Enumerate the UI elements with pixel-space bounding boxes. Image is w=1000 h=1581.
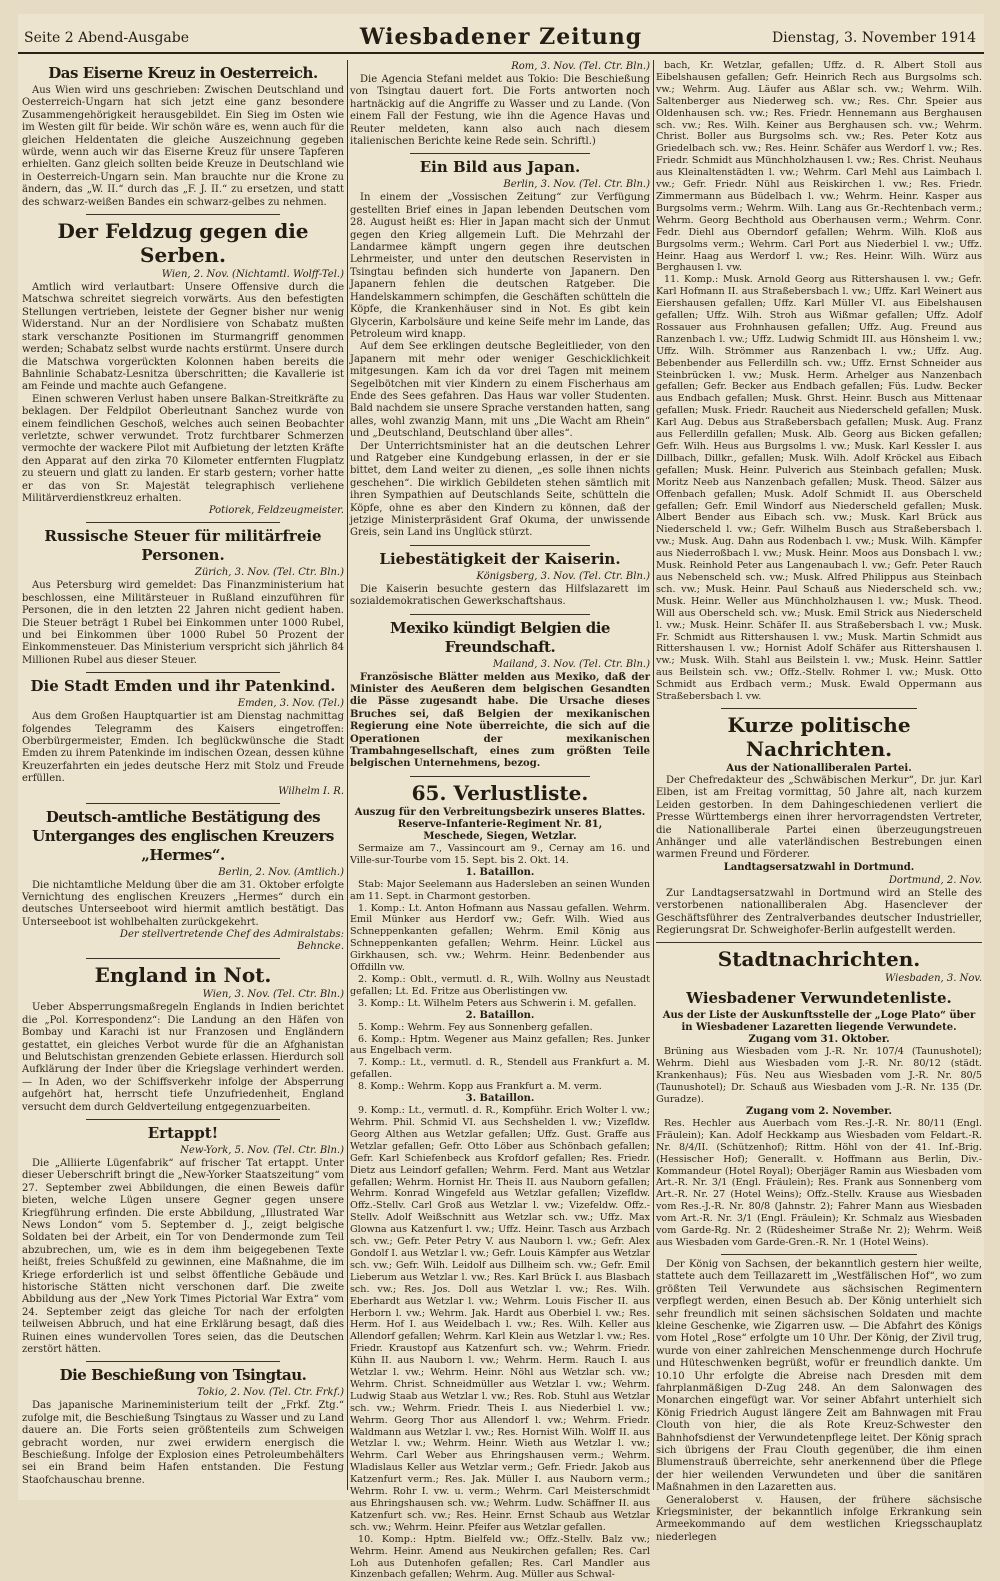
list-text: 5. Komp.: Wehrm. Fey aus Sonnenberg gefallen. bbox=[358, 1021, 593, 1033]
list-text: Brüning aus Wiesbaden vom J.-R. Nr. 107/4 (Taunushotel); Wehrm. Diehl aus Wiesbaden vom J.-R. Nr. 80/12 (städt. Krankenhaus); Füs. Neu aus Wiesbaden vom J.-R. Nr. 80/5 (Taunushotel); Dr. Schauß aus Wiesbaden vom J.-R. Nr. 135 (Dr. Guradze). bbox=[656, 1046, 982, 1106]
masthead bbox=[18, 14, 984, 54]
list-text: Stab: Major Seelemann aus Hadersleben an seinen Wunden am 11. Sept. in Charmont gestorben. bbox=[350, 878, 651, 902]
article-text: Ueber Absperrungsmaßregeln Englands in Indien berichtet die „Pol. Korrespondenz“: Die Landung an den Häfen von Bombay und Karachi ist nur Franzosen und Engländern gestattet, ein gleiches Verbot wurde für die an Afghanistan und Belutschistan grenzenden Gebiete erlassen. Hierdurch soll Aufklärung der Inder über die Kriegslage verhindert werden. — In Aden, wo der Schiffsverkehr infolge der Absperrung aufgehört hat, herrscht tiefe Unzufriedenheit, England versucht dem durch Geldverteilung entgegenzuarbeiten. bbox=[22, 1002, 344, 1113]
article-title: Der Feldzug gegen die Serben. bbox=[57, 219, 309, 268]
dateline: Berlin, 3. Nov. (Tel. Ctr. Bln.) bbox=[503, 179, 650, 191]
article-title: Das Eiserne Kreuz in Oesterreich. bbox=[48, 64, 318, 82]
list-text: 10. Komp.: Hptm. Bielfeld vw.; Offz.-Stellv. Balz vw.; Wehrm. Heinr. Amend aus Neukirchen gefallen; Res. Carl Loh aus Dutenhofen gefallen; Res. Carl Mandler aus Kinzenbach gefallen; Wehrm. Aug. Müller aus Schwal- bbox=[350, 1533, 650, 1581]
divider bbox=[410, 153, 590, 154]
divider bbox=[410, 776, 590, 777]
list-text: 6. Komp.: Hptm. Wegener aus Mainz gefallen; Res. Junker aus Engelbach verm. bbox=[350, 1033, 650, 1057]
dateline: Zürich, 3. Nov. (Tel. Ctr. Bln.) bbox=[194, 567, 344, 579]
divider bbox=[410, 545, 590, 546]
article-title: Russische Steuer für militärfreie Personen. bbox=[44, 527, 322, 565]
column-3 bbox=[656, 60, 982, 1543]
article-text: Der König von Sachsen, der bekanntlich gestern hier weilte, stattete auch dem Teillazarett im „Westfälischen Hof“, wo zum größten Teil Verwundete aus sächsischen Regimentern verpflegt werden, einen Besuch ab. Der König unterhielt sich sehr freundlich mit seinen sächsischen Soldaten und machte kleine Geschenke, wie Zigarren usw. — Die Abfahrt des Königs vom Hotel „Rose“ erfolgte um 10 Uhr. Der König, der Zivil trug, wurde von einer zahlreichen Menschenmenge durch Hochrufe und Hüteschwenken begrüßt, wofür er freundlich dankte. Um 10.10 Uhr erfolgte die Abreise nach Dresden mit dem fahrplanmäßigen D-Zug 248. An dem Salonwagen des Monarchen eingefügt war. Vor seiner Abfahrt unterhielt sich König Friedrich August längere Zeit am Bahnwagen mit Frau Clouth von hier, die als Rote Kreuz-Schwester den Bahnhofsdienst der Verwundetenpflege leitet. Der König sprach sich übrigens der Frau Clouth gegenüber, die ihm einen Blumenstrauß überreichte, sehr anerkennend über die Pflege der hier weilenden Verwundeten und über die sanitären Maßnahmen in den Lazaretten aus. bbox=[656, 1258, 982, 1494]
article-text: Die „Alliierte Lügenfabrik“ auf frischer Tat ertappt. Unter dieser Ueberschrift bringt die „New-Yorker Staatszeitung“ vom 27. September zwei Abbildungen, die einen Beweis dafür bieten, welche Lügen unsere Gegner gegen unsere Kriegführung erfinden. Die erste Abbildung, „Illustrated War News London“ vom 5. September d. J., zeigt belgische Soldaten bei der Arbeit, ein Tor von Dendermonde zum Teil abzubrechen, um, wie es in dem ihm beigegebenen Texte heißt, freies Schußfeld zu gewinnen, eine Maßnahme, die im Kriege erforderlich ist und selbst öffentliche Gebäude und historische Stätten nicht verschonen darf. Die zweite Abbildung aus der „New York Times Pictorial War Extra“ vom 24. September zeigt das gleiche Tor nach der erfolgten teilweisen Abbruch, und hat eine Erklärung besagt, daß dies Ruinen eines wundervollen Tores seien, das die Deutschen zerstört hätten. bbox=[22, 1157, 344, 1356]
battalion-heading: 3. Bataillon. bbox=[465, 1093, 535, 1105]
column-2 bbox=[350, 60, 651, 1581]
signature: Behncke. bbox=[297, 941, 344, 953]
divider bbox=[86, 1119, 279, 1120]
divider bbox=[410, 614, 590, 615]
dateline: Tokio, 2. Nov. (Tel. Ctr. Frkf.) bbox=[196, 1387, 344, 1399]
article-title: Ein Bild aus Japan. bbox=[419, 158, 581, 177]
regiment-location: Meschede, Siegen, Wetzlar. bbox=[423, 830, 577, 842]
article-title: 65. Verlustliste. bbox=[411, 780, 589, 805]
article-text: Einen schweren Verlust haben unsere Balkan-Streitkräfte zu beklagen. Der Feldpilot Oberleutnant Sanchez wurde von einem feindlichen Geschoß, welches auch seinen Beobachter verletzte, schwer verwundet. Trotz furchtbarer Schmerzen vermochte der wackere Pilot mit Aufbietung der letzten Kräfte den Apparat auf den zirka 70 Kilometer entfernten Flugplatz zu steuern und glatt zu landen. Er starb gestern; vorher hatte er das von Sr. Majestät telegraphisch verliehene Militärverdienstkreuz erhalten. bbox=[22, 393, 344, 504]
dateline: Dortmund, 2. Nov. bbox=[888, 874, 982, 886]
subtitle: Aus der Liste der Auskunftsstelle der „Loge Plato“ über in Wiesbadener Lazaretten liegende Verwundete. bbox=[662, 1010, 976, 1034]
article-text: Zur Landtagsersatzwahl in Dortmund wird an Stelle des verstorbenen nationalliberalen Abg. Hasenclever der Geschäftsführer des Zentralverbandes deutscher Industrieller, Regierungsrat Dr. Schweighofer-Berlin aufgestellt werden. bbox=[656, 887, 982, 936]
article-title: Die Stadt Emden und ihr Patenkind. bbox=[30, 677, 336, 696]
signature: Wilhelm I. R. bbox=[278, 785, 344, 797]
dateline: Wien, 3. Nov. (Tel. Ctr. Bln.) bbox=[202, 989, 344, 1001]
article-title: England in Not. bbox=[94, 963, 272, 988]
divider bbox=[86, 522, 279, 523]
article-text: Französische Blätter melden aus Mexiko, daß der Minister des Aeußeren dem belgischen Gesandten die Pässe zugesandt habe. Die Ursache dieses Bruches sei, daß Belgien der mexikanischen Regierung eine Note überreichte, die sich auf die Operationen der mexikanischen Trambahngesellschaft, eines zum größten Teile belgischen Unternehmens, bezog. bbox=[350, 671, 650, 770]
article-text: Das japanische Marineministerium teilt der „Frkf. Ztg.“ zufolge mit, die Beschießung Tsingtaus zu Wasser und zu Land dauere an. Die Forts seien größtenteils zum Schweigen gebracht worden, nur zwei erwidern energisch die Beschießung. Infolge der Explosion eines Petroleumbehälters sei ein Brand beim Hafen entstanden. Die Festung Staofchauschau brenne. bbox=[22, 1400, 344, 1486]
article-title: Ertappt! bbox=[147, 1123, 219, 1142]
page-number-edition: Seite 2 Abend-Ausgabe bbox=[24, 30, 190, 46]
divider bbox=[656, 942, 982, 943]
regiment-heading: Reserve-Infanterie-Regiment Nr. 81, bbox=[397, 818, 603, 830]
subtitle: Aus der Nationalliberalen Partei. bbox=[726, 762, 912, 774]
divider bbox=[86, 958, 279, 959]
column-1 bbox=[22, 60, 344, 1496]
subtitle: Landtagsersatzwahl in Dortmund. bbox=[723, 861, 915, 873]
article-title: Liebestätigkeit der Kaiserin. bbox=[379, 549, 621, 568]
article-text: Generaloberst v. Hausen, der frühere sächsische Kriegsminister, der bekanntlich infolge Erkrankung sein Armeekommando auf dem westlichen Kriegsschauplatz niederlegen bbox=[656, 1494, 982, 1543]
divider bbox=[721, 1254, 917, 1255]
column-rule bbox=[347, 60, 348, 1490]
section-title: Stadtnachrichten. bbox=[717, 947, 921, 972]
dateline: Mailand, 3. Nov. (Tel. Ctr. Bln.) bbox=[492, 658, 650, 670]
article-text: Die Agencia Stefani meldet aus Tokio: Die Beschießung von Tsingtau dauert fort. Die Forts antworten noch hartnäckig auf die Angriffe zu Wasser und zu Lande. (Von einem Fall der Festung, wie ihn die Agence Havas und Reuter meldeten, kann also auch nach diesem italienischen Berichte keine Rede sein. Schriftl.) bbox=[350, 74, 650, 148]
issue-date: Dienstag, 3. November 1914 bbox=[772, 30, 976, 46]
signature: Potiorek, Feldzeugmeister. bbox=[208, 505, 344, 517]
article-text: Der Chefredakteur des „Schwäbischen Merkur“, Dr. jur. Karl Elben, ist am Freitag vormittag, 50 Jahre alt, nach kurzem Leiden gestorben. In dem Dahingeschiedenen verliert die Presse Württembergs einen ihrer hervorragendsten Vertreter, die Nationalliberale Partei einen überzeugungstreuen Anhänger und alle vaterländischen Bestrebungen einen warmen Freund und Förderer. bbox=[656, 774, 982, 861]
article-text: Die Kaiserin besuchte gestern das Hilfslazarett im sozialdemokratischen Gewerkschaftshaus. bbox=[350, 583, 650, 608]
article-text: Die nichtamtliche Meldung über die am 31. Oktober erfolgte Vernichtung des englischen Kreuzers „Hermes“ durch ein deutsches Unterseeboot wird hiermit amtlich bestätigt. Das Unterseeboot ist wohlbehalten zurückgekehrt. bbox=[22, 879, 344, 928]
list-text: 3. Komp.: Lt. Wilhelm Peters aus Schwerin i. M. gefallen. bbox=[358, 997, 637, 1009]
list-text: 11. Komp.: Musk. Arnold Georg aus Rittershausen l. vw.; Gefr. Karl Hofmann II. aus Straßebersbach l. vw.; Uffz. Karl Weinert aus Eiershausen gefallen; Uffz. Karl Müller VI. aus Eibelshausen gefallen; Uffz. Wilh. Stroh aus Wißmar gefallen; Uffz. Adolf Rossauer aus Frohnhausen gefallen; Uffz. Aug. Freund aus Ranzenbach l. vw.; Uffz. Ludwig Schmidt III. aus Hönsheim l. vw.; Uffz. Wilh. Strömmer aus Ranzenbach l. vw.; Uffz. Aug. Bebenbender aus Fellerdilln sch. vw.; Uffz. Ernst Schneider aus Steinbrücken l. vw.; Musk. Herm. Arhelger aus Nanzenbach gefallen; Gefr. Becker aus Endbach gefallen; Füs. Ludw. Becker aus Endbach gefallen; Musk. Ghrst. Heinr. Busch aus Mittenaar gefallen; Musk. Friedr. Raucheit aus Niederscheld gefallen; Musk. Karl Aug. Debus aus Straßebersbach gefallen; Musk. Aug. Franz aus Fellerdilln gefallen; Musk. Alb. Georg aus Bicken gefallen; Gefr. Wilh. Heus aus Burgsolms l. vw.; Musk. Karl Kessler I. aus Dillbach, Dillkr., gefallen; Musk. Wilh. Adolf Kröckel aus Eibach gefallen; Musk. Heinr. Pulverich aus Steinbach gefallen; Musk. Moritz Neeb aus Nanzenbach gefallen; Musk. Theod. Sälzer aus Offenbach gefallen; Musk. Adolf Schmidt II. aus Oberscheld gefallen; Gefr. Emil Windorf aus Niederscheld gefallen; Musk. Albert Bender aus Eibach sch. vw.; Musk. Karl Brück aus Niederscheld l. vw.; Gefr. Wilhelm Busch aus Straßebersbach l. vw.; Musk. Aug. Dahn aus Rodenbach l. vw.; Musk. Wilh. Kämpfer aus Niederroßbach l. vw.; Musk. Heinr. Moos aus Donsbach l. vw.; Musk. Reinhold Peter aus Langenaubach l. vw.; Gefr. Peter Rauch aus Nebenscheld sch. vw.; Musk. Alfred Philippus aus Steinbach sch. vw.; Musk. Heinr. Paul Schauß aus Niederscheld sch. vw.; Musk. Heinr. Weller aus Münchholzhausen l. vw.; Musk. Theod. Will aus Oberscheld sch. vw.; Musk. Emil Strick aus Niederscheld l. vw.; Musk. Heinr. Schäfer II. aus Straßebersbach l. vw.; Musk. Fr. Schmidt aus Rittershausen l. vw.; Musk. Martin Schmidt aus Rittershausen l. vw.; Hornist Adolf Schäfer aus Rittershausen l. vw.; Musk. Wilh. Stahl aus Beilstein l. vw.; Musk. Heinr. Sattler aus Beilstein sch. vw.; Offz.-Stellv. Rohmer l. vw.; Musk. Otto Schmidt aus Erdbach verm.; Musk. Ewald Oppermann aus Straßebersbach l. vw. bbox=[656, 274, 982, 703]
article-text: Aus dem Großen Hauptquartier ist am Dienstag nachmittag folgendes Telegramm des Kaisers eingetroffen: Oberbürgermeister, Emden. Ich beglückwünsche die Stadt Emden zu ihrem Patenkinde im indischen Ozean, dessen kühne Kreuzerfahrten ein jedes deutsche Herz mit Stolz und Freude erfüllen. bbox=[22, 711, 344, 785]
battalion-heading: 2. Bataillon. bbox=[465, 1009, 535, 1021]
battalion-heading: 1. Bataillon. bbox=[465, 866, 535, 878]
article-title: Die Beschießung von Tsingtau. bbox=[59, 1366, 307, 1385]
list-text: Res. Hechler aus Auerbach vom Res.-J.-R. Nr. 80/11 (Engl. Fräulein); Kan. Adolf Heckkamp aus Wiesbaden vom Feldart.-R. Nr. 8/4/II. (Schützenhof); Rittm. Höhl von der 41. Inf.-Brig. (Hessischer Hof); Generallt. v. Hoffmann aus Berlin, Div.-Kommandeur (Hotel Royal); Oberjäger Ramin aus Wiesbaden vom Art.-R. Nr. 3/1 (Engl. Fräulein); Res. Frank aus Sonnenberg vom Art.-R. Nr. 27 (Hotel Weins); Offz.-Stellv. Krause aus Wiesbaden vom Res.-J.-R. Nr. 80/8 (Jahnstr. 2); Fahrer Mann aus Wiesbaden vom Art.-R. Nr. 3/1 (Engl. Fräulein); Kr. Schmalz aus Wiesbaden vom Garde-Rg. Nr. 2 (Rüdesheimer Straße Nr. 2); Wehrm. Weiß aus Wiesbaden vom Garde-Gren.-R. Nr. 1 (Hotel Weins). bbox=[656, 1117, 982, 1248]
article-text: Amtlich wird verlautbart: Unsere Offensive durch die Matschwa schreitet siegreich vorwärts. Aus den befestigten Stellungen vertrieben, leistete der Gegner bisher nur wenig Widerstand. Nur an der Nordlisiere von Schabatz mußten stark verschanzte Positionen im Sturmangriff genommen werden; Schabatz selbst wurde nachts erstürmt. Unsere durch die Matschwa vorgerückten Kolonnen haben bereits die Bahnlinie Schabatz-Lesnitza überschritten; die Kavallerie ist am Feinde und machte auch Gefangene. bbox=[22, 282, 344, 393]
dateline: New-York, 5. Nov. (Tel. Ctr. Bln.) bbox=[180, 1144, 344, 1156]
list-text: 9. Komp.: Lt., vermutl. d. R., Kompführ. Erich Wolter l. vw.; Wehrm. Phil. Schmid VI. aus Sechshelden l. vw.; Vizefldw. Georg Althen aus Wetzlar gefallen; Uffz. Gust. Graffe aus Wetzlar gefallen; Gefr. Otto Löber aus Schönbach gefallen; Gefr. Karl Schiefenbeck aus Krofdorf gefallen; Res. Friedr. Dietz aus Leindorf gefallen; Wehrm. Ferd. Mant aus Wetzlar gefallen; Wehrm. Hornist Hr. Theis II. aus Nauborn gefallen; Wehrm. Konrad Wingefeld aus Wetzlar gefallen; Vizefldw. Offz.-Stellv. Carl Groß aus Wetzlar l. vw.; Vizefeldw. Offz.-Stellv. Adolf Weißschnitt aus Wetzlar sch. vw.; Uffz. Max Glowna aus Katzenfurt l. vw.; Uffz. Heinr. Tasch aus Arzbach sch. vw.; Gefr. Peter Petry V. aus Nauborn l. vw.; Gefr. Alex Gondolf I. aus Wetzlar l. vw.; Gefr. Louis Kämpfer aus Wetzlar sch. vw.; Gefr. Wilh. Leidolf aus Dillheim sch. vw.; Gefr. Emil Lieberum aus Wetzlar l. vw.; Res. Karl Brück I. aus Blasbach sch. vw.; Res. Jos. Doll aus Wetzlar l. vw.; Res. Wilh. Eberhardt aus Wetzlar l. vw.; Wehrm. Louis Fischer II. aus Herborn l. vw.; Wehrm. Jak. Hardt aus Oberbiel l. vw.; Res. Herm. Hof I. aus Weidelbach l. vw.; Res. Wilh. Keller aus Allendorf gefallen; Wehrm. Karl Klein aus Wetzlar l. vw.; Res. Friedr. Kraustopf aus Katzenfurt sch. vw.; Wehrm. Friedr. Kühn II. aus Nauborn l. vw.; Wehrm. Herm. Rauch I. aus Wetzlar l. vw.; Wehrm. Heinr. Nöhl aus Wetzlar sch. vw.; Wehrm. Christ. Schneidmüller aus Wetzlar l. vw.; Wehrm. Ludwig Staab aus Wetzlar l. vw.; Res. Rob. Stuhl aus Wetzlar sch. vw.; Wehrm. Friedr. Theis I. aus Niederbiel l. vw.; Wehrm. Georg Thor aus Allendorf l. vw.; Wehrm. Friedr. Waldmann aus Wetzlar l. vw.; Res. Hornist Wilh. Wolff II. aus Wetzlar l. vw.; Wehrm. Heinr. Wieth aus Wetzlar l. vw.; Wehrm. Carl Weber aus Ehringshausen verm.; Wehrm. Wladislaus Keller aus Wetzlar verm.; Gefr. Friedr. Jakob aus Katzenfurt verm.; Res. Jak. Müller I. aus Nauborn verm.; Wehrm. Rohr I. vw. u. verm.; Wehrm. Carl Meisterschmidt aus Ehringshausen sch. vw.; Wehrm. Ludw. Schäffner II. aus Katzenfurt sch. vw.; Res. Heinr. Ernst Schaub aus Wetzlar sch. vw.; Wehrm. Heinr. Pfeifer aus Wetzlar gefallen. bbox=[350, 1105, 650, 1533]
dateline: Emden, 3. Nov. (Tel.) bbox=[237, 698, 344, 710]
list-text: bach, Kr. Wetzlar, gefallen; Uffz. d. R. Albert Stoll aus Eibelshausen gefallen; Gefr. Heinrich Rech aus Burgsolms sch. vw.; Wehrm. Aug. Läufer aus Aßlar sch. vw.; Wehrm. Wilh. Saltenberger aus Niederweg sch. vw.; Res. Chr. Speier aus Oldenhausen sch. vw.; Res. Friedr. Hennemann aus Berghausen sch. vw.; Res. Wilh. Keiner aus Berghausen sch. vw.; Wehrm. Christ. Boller aus Burgsolms sch. vw.; Res. Peter Kotz aus Griedelbach sch. vw.; Res. Heinr. Schäfer aus Werdorf l. vw.; Res. Friedr. Schmidt aus Münchholzhausen l. vw.; Res. Christ. Neuhaus aus Kleinaltenstädten l. vw.; Wehrm. Carl Mehl aus Laimbach l. vw.; Gefr. Friedr. Nühl aus Reiskirchen l. vw.; Res. Friedr. Zimmermann aus Büdelbach l. vw.; Wehrm. Heinr. Kasper aus Burgsolms verm.; Wehrm. Wilh. Lang aus Gr.-Rechtenbach verm.; Wehrm. Georg Bechthold aus Oberhausen verm.; Wehrm. Conr. Fedr. Diehl aus Oberndorf gefallen; Wehrm. Wilh. Kloß aus Burgsolms verm.; Wehrm. Carl Port aus Niederbiel l. vw.; Uffz. Heinr. Haag aus Werdorf l. vw.; Res. Heinr. Wilh. Würz aus Berghausen l. vw. bbox=[656, 60, 982, 274]
divider bbox=[86, 803, 279, 804]
subtitle: Auszug für den Verbreitungsbezirk unseres Blattes. bbox=[354, 806, 646, 818]
divider bbox=[86, 1361, 279, 1362]
list-text: 1. Komp.: Lt. Anton Hofmann aus Nassau gefallen. Wehrm. Emil Münker aus Herdorf vw.; Gefr. Wilh. Wied aus Schneppenkanten gefallen; Wehrm. Emil König aus Schneppenkanten gefallen; Wehrm. Heinr. Lückel aus Girkhausen, sch. vw.; Wehrm. Heinr. Bedenbender aus Offdilln vw. bbox=[350, 902, 650, 974]
article-text: In einem der „Vossischen Zeitung“ zur Verfügung gestellten Brief eines in Japan lebenden Deutschen vom 28. August heißt es: Hier in Japan macht sich der Unmut gegen den Krieg allgemein Luft. Die Mehrzahl der Landarmee kämpft ungern gegen ihre deutschen Lehrmeister, und unter den deutschen Reservisten in Tsingtau befinden sich hunderte von Japanern. Den Japanern fehlen die deutschen Ratgeber. Die Handelskammern schimpfen, die Geschäften schütteln die Köpfe, die Krankenhäuser sind in Not. Es gibt kein Glycerin, Karbolsäure und keine Seife mehr im Lande, das Petroleum wird knapp. bbox=[350, 192, 650, 340]
subheading: Zugang vom 2. November. bbox=[745, 1105, 892, 1117]
signature: Der stellvertretende Chef des Admiralstabs: bbox=[119, 929, 344, 941]
article-title: Wiesbadener Verwundetenliste. bbox=[686, 989, 952, 1008]
dateline: Wien, 2. Nov. (Nichtamtl. Wolff-Tel.) bbox=[161, 269, 344, 281]
article-text: Aus Wien wird uns geschrieben: Zwischen Deutschland und Oesterreich-Ungarn hat sich jetzt eine ganz besondere Zusammengehörigkeit herausgebildet. Ein Sieg im Osten wie im Westen gilt für beide. Wir schön wäre es, wenn auch für die gleichen Heldentaten die gleiche Auszeichnung gegeben würde, wenn auch wir das Eiserne Kreuz für unsere Tapferen erhielten. Ganz gleich sollten beide Kreuze in Deutschland wie in Oesterreich-Ungarn sein. Man brauchte nur die Krone zu ändern, das „W. II.“ durch das „F. J. II.“ zu ersetzen, und statt des schwarz-weißen Bandes ein schwarz-gelbes zu nehmen. bbox=[22, 85, 344, 208]
list-text: 2. Komp.: Oblt., vermutl. d. R., Wilh. Wollny aus Neustadt gefallen; Lt. Ed. Fritze aus Oberlistingen vw. bbox=[350, 973, 650, 997]
divider bbox=[86, 214, 279, 215]
dateline: Berlin, 2. Nov. (Amtlich.) bbox=[218, 866, 344, 878]
article-title: Kurze politische Nachrichten. bbox=[727, 712, 911, 761]
newspaper-page bbox=[18, 14, 984, 1581]
article-title: Mexiko kündigt Belgien die Freundschaft. bbox=[390, 618, 610, 656]
dateline: Königsberg, 3. Nov. (Tel. Ctr. Bln.) bbox=[476, 570, 650, 582]
list-text: Sermaize am 7., Vassincourt am 9., Cernay am 16. und Ville-sur-Tourbe vom 15. Sept. bis 2. Okt. 14. bbox=[350, 842, 650, 866]
article-text: Auf dem See erklingen deutsche Begleitlieder, von den Japanern mit mehr oder weniger Geschicklichkeit mitgesungen. Kam ich da vor drei Tagen mit meinem Segelbötchen mit vier Kindern zu einem Fischerhaus am Ende des Sees gefahren. Das Haus war voller Studenten. Bald nachdem sie unsere Sprache verstanden hatten, sang alles, wohl zwanzig Mann, mit uns „Die Wacht am Rhein“ und „Deutschland, Deutschland über alles“. bbox=[350, 341, 650, 440]
divider bbox=[86, 672, 279, 673]
article-text: Aus Petersburg wird gemeldet: Das Finanzministerium hat beschlossen, eine Militärsteuer in Rußland einzuführen für Personen, die in den letzten 22 Jahren nicht gedient haben. Die Steuer beträgt 1 Rubel bei Einkommen unter 1000 Rubel, und bei Einkommen über 1000 Rubel 50 Prozent der Einkommensteuer. Das Ministerium verspricht sich jährlich 84 Millionen Rubel aus dieser Steuer. bbox=[22, 580, 344, 666]
article-text: Der Unterrichtsminister hat an die deutschen Lehrer und Ratgeber eine Kundgebung erlassen, in der er sie bittet, dem Land weiter zu dienen, „es solle ihnen nichts geschehen“. Die wirklich Gebildeten stehen sämtlich mit ihren Sympathien auf Deutschlands Seite, schütteln die Köpfe, ohne es aber den Kindern zu können, daß der jetzige Ministerpräsident Graf Okuma, der unwissende Greis, sein Land ins Unglück stürzt. bbox=[350, 440, 650, 539]
column-rule bbox=[653, 60, 654, 1490]
list-text: 7. Komp.: Lt., vermutl. d. R., Stendell aus Frankfurt a. M. gefallen. bbox=[350, 1057, 650, 1081]
list-text: 8. Komp.: Wehrm. Kopp aus Frankfurt a. M. verm. bbox=[358, 1081, 602, 1093]
divider bbox=[721, 708, 917, 709]
dateline: Rom, 3. Nov. (Tel. Ctr. Bln.) bbox=[511, 61, 650, 72]
newspaper-title: Wiesbadener Zeitung bbox=[359, 24, 643, 50]
article-title: Deutsch-amtliche Bestätigung des Unterganges des englischen Kreuzers „Hermes“. bbox=[32, 807, 334, 864]
subheading: Zugang vom 31. Oktober. bbox=[748, 1034, 890, 1046]
dateline: Wiesbaden, 3. Nov. bbox=[885, 973, 982, 985]
